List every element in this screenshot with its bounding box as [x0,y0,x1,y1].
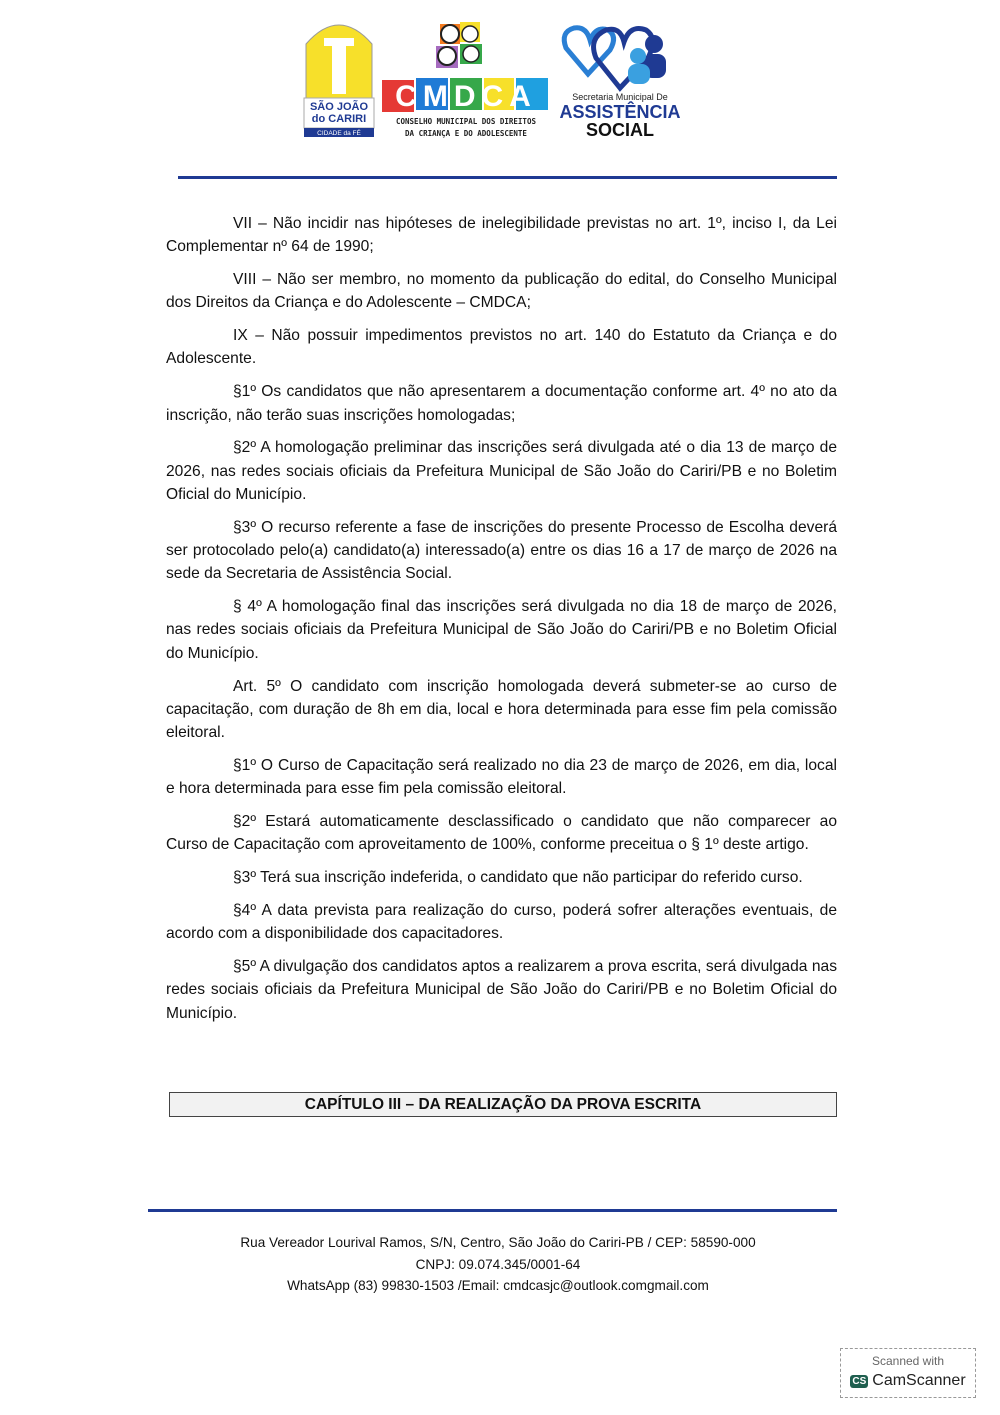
svg-text:SÃO JOÃO: SÃO JOÃO [309,101,369,113]
camscanner-icon: CS [852,1375,867,1387]
svg-text:DA CRIANÇA E DO ADOLESCENTE: DA CRIANÇA E DO ADOLESCENTE [405,129,527,138]
chapter-heading: CAPÍTULO III – DA REALIZAÇÃO DA PROVA ESCRITA [169,1092,837,1117]
sao-joao-do-cariri-logo [302,14,376,138]
assistencia-social-logo [558,18,688,138]
svg-text:CMDCA: CMDCA [395,80,537,113]
paragraph: §2º Estará automaticamente desclassificado o candidato que não comparecer ao Curso de Capacitação com aproveitamento de 100%, conforme preceitua o § 1º deste artigo. [166,813,837,854]
paragraph: Art. 5º O candidato com inscrição homologada deverá submeter-se ao curso de capacitação, com duração de 8h em dia, local e hora determinada para esse fim pela comissão eleitoral. [166,677,837,742]
paragraph: §4º A data prevista para realização do curso, poderá sofrer alterações eventuais, de acordo com a disponibilidade dos capacitadores. [166,901,837,943]
paragraph: §5º A divulgação dos candidatos aptos a realizarem a prova escrita, será divulgada nas redes sociais oficiais da Prefeitura Municipal de São João do Cariri/PB e no Boletim Oficial do Município. [166,958,837,1022]
watermark-caption: Scanned with [871,1354,945,1368]
document-body [166,212,837,1034]
watermark-brand: CamScanner [872,1372,966,1389]
paragraph: VII – Não incidir nas hipóteses de inelegibilidade previstas no art. 1º, inciso I, da Lei Complementar nº 64 de 1990; [166,215,837,256]
footer-contact: WhatsApp (83) 99830-1503 /Email: cmdcasjc@outlook.comgmail.com [287,1278,709,1293]
svg-text:CIDADE da FÉ: CIDADE da FÉ [317,130,361,137]
paragraph: §3º O recurso referente a fase de inscrições do presente Processo de Escolha deverá ser protocolado pelo(a) candidato(a) interessado(a) entre os dias 16 a 17 de março de 2026 na sede da Secretaria de Assistência Social. [166,518,837,583]
paragraph: IX – Não possuir impedimentos previstos no art. 140 do Estatuto da Criança e do Adolescente. [166,327,837,368]
paragraph: §1º Os candidatos que não apresentarem a documentação conforme art. 4º no ato da inscrição, não terão suas inscrições homologadas; [166,383,837,424]
paragraph: VIII – Não ser membro, no momento da publicação do edital, do Conselho Municipal dos Direitos da Criança e do Adolescente – CMDCA; [166,271,837,312]
svg-text:do CARIRI: do CARIRI [311,113,367,125]
footer-cnpj: CNPJ: 09.074.345/0001-64 [415,1256,581,1272]
footer-divider [148,1209,837,1212]
paragraph: § 4º A homologação final das inscrições será divulgada no dia 18 de março de 2026, nas redes sociais oficiais da Prefeitura Municipal de São João do Cariri/PB e no Boletim Oficial do Município. [166,598,837,662]
svg-text:SOCIAL: SOCIAL [585,120,655,138]
header-logos [300,12,690,140]
paragraph: §2º A homologação preliminar das inscrições será divulgada até o dia 13 de março de 2026, nas redes sociais oficiais da Prefeitura Municipal de São João do Cariri/PB e no Boletim Oficial do Município. [166,439,837,503]
camscanner-watermark [840,1348,976,1398]
header-divider [178,176,837,179]
cmdca-logo [380,22,552,140]
footer-address: Rua Vereador Lourival Ramos, S/N, Centro, São João do Cariri-PB / CEP: 58590-000 [240,1235,756,1250]
svg-text:Secretaria Municipal De: Secretaria Municipal De [572,92,668,102]
paragraph: §3º Terá sua inscrição indeferida, o candidato que não participar do referido curso. [233,869,803,887]
paragraph: §1º O Curso de Capacitação será realizado no dia 23 de março de 2026, em dia, local e hora determinada para esse fim pela comissão eleitoral. [166,756,837,798]
svg-text:ASSISTÊNCIA: ASSISTÊNCIA [559,102,681,122]
footer [150,1232,846,1297]
svg-text:CONSELHO MUNICIPAL DOS DIREITO: CONSELHO MUNICIPAL DOS DIREITOS [396,117,536,126]
